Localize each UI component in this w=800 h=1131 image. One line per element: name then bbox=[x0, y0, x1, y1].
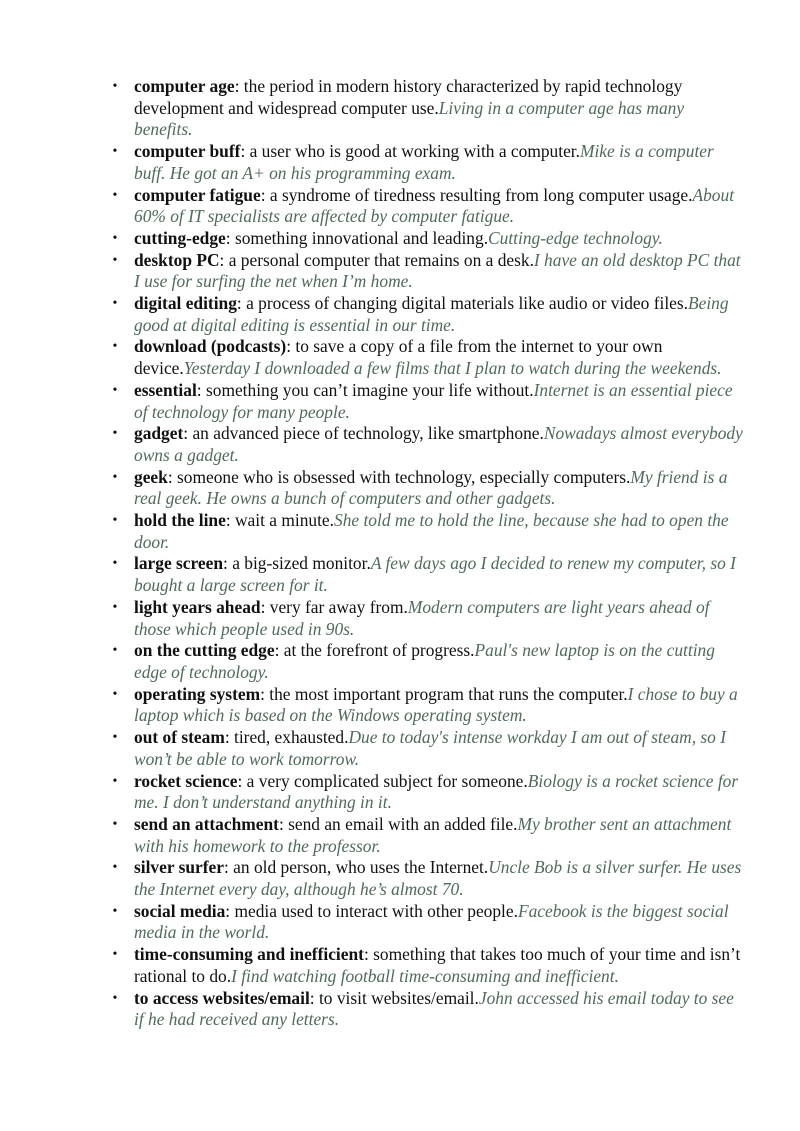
list-item bbox=[112, 510, 746, 553]
definition: : a syndrome of tiredness resulting from long computer usage. bbox=[260, 184, 693, 205]
list-item bbox=[112, 184, 746, 228]
definition: : a personal computer that remains on a desk. bbox=[219, 249, 534, 270]
term: out of steam bbox=[134, 727, 225, 748]
definition: : a big-sized monitor. bbox=[223, 553, 371, 574]
list-item bbox=[112, 640, 746, 683]
bullet-icon: • bbox=[112, 903, 118, 919]
list-item bbox=[112, 900, 746, 944]
example-sentence: I have an old desktop PC that I use for surfing the net when I’m home. bbox=[134, 249, 741, 292]
term: essential bbox=[134, 379, 197, 400]
term: gadget bbox=[134, 423, 184, 444]
definition: : the period in modern history characterized by rapid technology development and widespread computer use. bbox=[134, 76, 683, 118]
list-item bbox=[112, 944, 746, 987]
example-sentence: Mike is a computer buff. He got an A+ on his programming exam. bbox=[134, 141, 714, 183]
list-item bbox=[112, 141, 746, 184]
definition: : an old person, who uses the Internet. bbox=[224, 857, 489, 878]
bullet-icon: • bbox=[112, 382, 118, 398]
list-item bbox=[112, 466, 746, 510]
bullet-icon: • bbox=[112, 252, 118, 268]
definition: : the most important program that runs the computer. bbox=[260, 683, 628, 704]
definition: : a very complicated subject for someone. bbox=[237, 770, 528, 791]
definition: : wait a minute. bbox=[225, 510, 334, 531]
term: time-consuming and inefficient bbox=[134, 944, 364, 965]
term: computer age bbox=[134, 76, 235, 96]
term: hold the line bbox=[134, 510, 226, 531]
definition: : a user who is good at working with a computer. bbox=[240, 141, 580, 162]
bullet-icon: • bbox=[112, 730, 118, 746]
bullet-icon: • bbox=[112, 339, 118, 355]
definition: : something innovational and leading. bbox=[225, 227, 489, 248]
example-sentence: My friend is a real geek. He owns a bunch of computers and other gadgets. bbox=[134, 466, 728, 509]
definition: : media used to interact with other people. bbox=[225, 900, 518, 921]
example-sentence: John accessed his email today to see if he had received any letters. bbox=[134, 987, 734, 1030]
example-sentence: Internet is an essential piece of technology for many people. bbox=[134, 379, 733, 422]
definition: : tired, exhausted. bbox=[224, 727, 349, 748]
bullet-icon: • bbox=[112, 556, 118, 572]
example-sentence: About 60% of IT specialists are affected by computer fatigue. bbox=[134, 184, 735, 227]
list-item bbox=[112, 553, 746, 596]
definition: : a process of changing digital materials like audio or video files. bbox=[236, 293, 688, 314]
list-item bbox=[112, 683, 746, 727]
term: large screen bbox=[134, 553, 224, 574]
example-sentence: Due to today's intense workday I am out of steam, so I won’t be able to work tomorrow. bbox=[134, 727, 727, 769]
list-item bbox=[112, 596, 746, 640]
glossary-list bbox=[112, 76, 746, 1031]
list-item bbox=[112, 857, 746, 900]
list-item bbox=[112, 379, 746, 423]
definition: : someone who is obsessed with technology, especially computers. bbox=[167, 466, 631, 487]
bullet-icon: • bbox=[112, 686, 118, 702]
example-sentence: Modern computers are light years ahead of those which people used in 90s. bbox=[134, 596, 710, 639]
bullet-icon: • bbox=[112, 79, 118, 94]
example-sentence: Paul's new laptop is on the cutting edge of technology. bbox=[134, 640, 715, 682]
list-item bbox=[112, 423, 746, 466]
list-item bbox=[112, 249, 746, 293]
definition: : an advanced piece of technology, like smartphone. bbox=[183, 423, 544, 444]
list-item bbox=[112, 76, 746, 141]
example-sentence: Nowadays almost everybody owns a gadget. bbox=[134, 423, 743, 465]
definition: : something you can’t imagine your life without. bbox=[196, 379, 534, 400]
term: computer buff bbox=[134, 141, 241, 162]
bullet-icon: • bbox=[112, 599, 118, 615]
list-item bbox=[112, 770, 746, 814]
term: desktop PC bbox=[134, 249, 220, 270]
bullet-icon: • bbox=[112, 860, 118, 876]
bullet-icon: • bbox=[112, 513, 118, 529]
definition: : send an email with an added file. bbox=[278, 813, 518, 834]
bullet-icon: • bbox=[112, 773, 118, 789]
definition: : very far away from. bbox=[260, 596, 408, 617]
term: to access websites/email bbox=[134, 987, 310, 1008]
term: digital editing bbox=[134, 293, 237, 314]
example-sentence: Biology is a rocket science for me. I don’t understand anything in it. bbox=[134, 770, 739, 813]
term: operating system bbox=[134, 683, 261, 704]
definition: : something that takes too much of your time and isn’t rational to do. bbox=[134, 944, 741, 986]
bullet-icon: • bbox=[112, 296, 118, 312]
bullet-icon: • bbox=[112, 469, 118, 485]
definition: : to save a copy of a file from the internet to your own device. bbox=[134, 336, 663, 379]
list-item bbox=[112, 813, 746, 857]
example-sentence: I chose to buy a laptop which is based on the Windows operating system. bbox=[134, 683, 738, 726]
list-item bbox=[112, 727, 746, 770]
list-item bbox=[112, 293, 746, 336]
example-sentence: Facebook is the biggest social media in the world. bbox=[134, 900, 729, 943]
example-sentence: Being good at digital editing is essential in our time. bbox=[134, 293, 729, 335]
term: on the cutting edge bbox=[134, 640, 275, 661]
definition: : to visit websites/email. bbox=[309, 987, 479, 1008]
definition: : at the forefront of progress. bbox=[274, 640, 475, 661]
example-sentence: Cutting-edge technology. bbox=[488, 227, 663, 248]
term: download (podcasts) bbox=[134, 336, 287, 357]
list-item bbox=[112, 336, 746, 379]
list-item bbox=[112, 227, 746, 250]
example-sentence: Living in a computer age has many benefits. bbox=[134, 97, 685, 140]
example-sentence: Uncle Bob is a silver surfer. He uses the Internet every day, although he’s almost 70. bbox=[134, 857, 742, 900]
bullet-icon: • bbox=[112, 230, 118, 246]
example-sentence: My brother sent an attachment with his homework to the professor. bbox=[134, 813, 732, 856]
term: rocket science bbox=[134, 770, 238, 791]
example-sentence: I find watching football time-consuming and inefficient. bbox=[231, 965, 619, 986]
example-sentence: She told me to hold the line, because she had to open the door. bbox=[134, 510, 729, 552]
term: cutting-edge bbox=[134, 227, 226, 248]
bullet-icon: • bbox=[112, 990, 118, 1006]
bullet-icon: • bbox=[112, 816, 118, 832]
bullet-icon: • bbox=[112, 643, 118, 659]
bullet-icon: • bbox=[112, 426, 118, 442]
example-sentence: Yesterday I downloaded a few films that I plan to watch during the weekends. bbox=[183, 358, 722, 379]
bullet-icon: • bbox=[112, 144, 118, 160]
bullet-icon: • bbox=[112, 947, 118, 963]
term: send an attachment bbox=[134, 813, 279, 834]
term: silver surfer bbox=[134, 857, 224, 878]
example-sentence: A few days ago I decided to renew my computer, so I bought a large screen for it. bbox=[134, 553, 736, 596]
term: geek bbox=[134, 466, 168, 487]
list-item bbox=[112, 987, 746, 1031]
term: computer fatigue bbox=[134, 184, 261, 205]
bullet-icon: • bbox=[112, 187, 118, 203]
term: social media bbox=[134, 900, 226, 921]
term: light years ahead bbox=[134, 596, 261, 617]
